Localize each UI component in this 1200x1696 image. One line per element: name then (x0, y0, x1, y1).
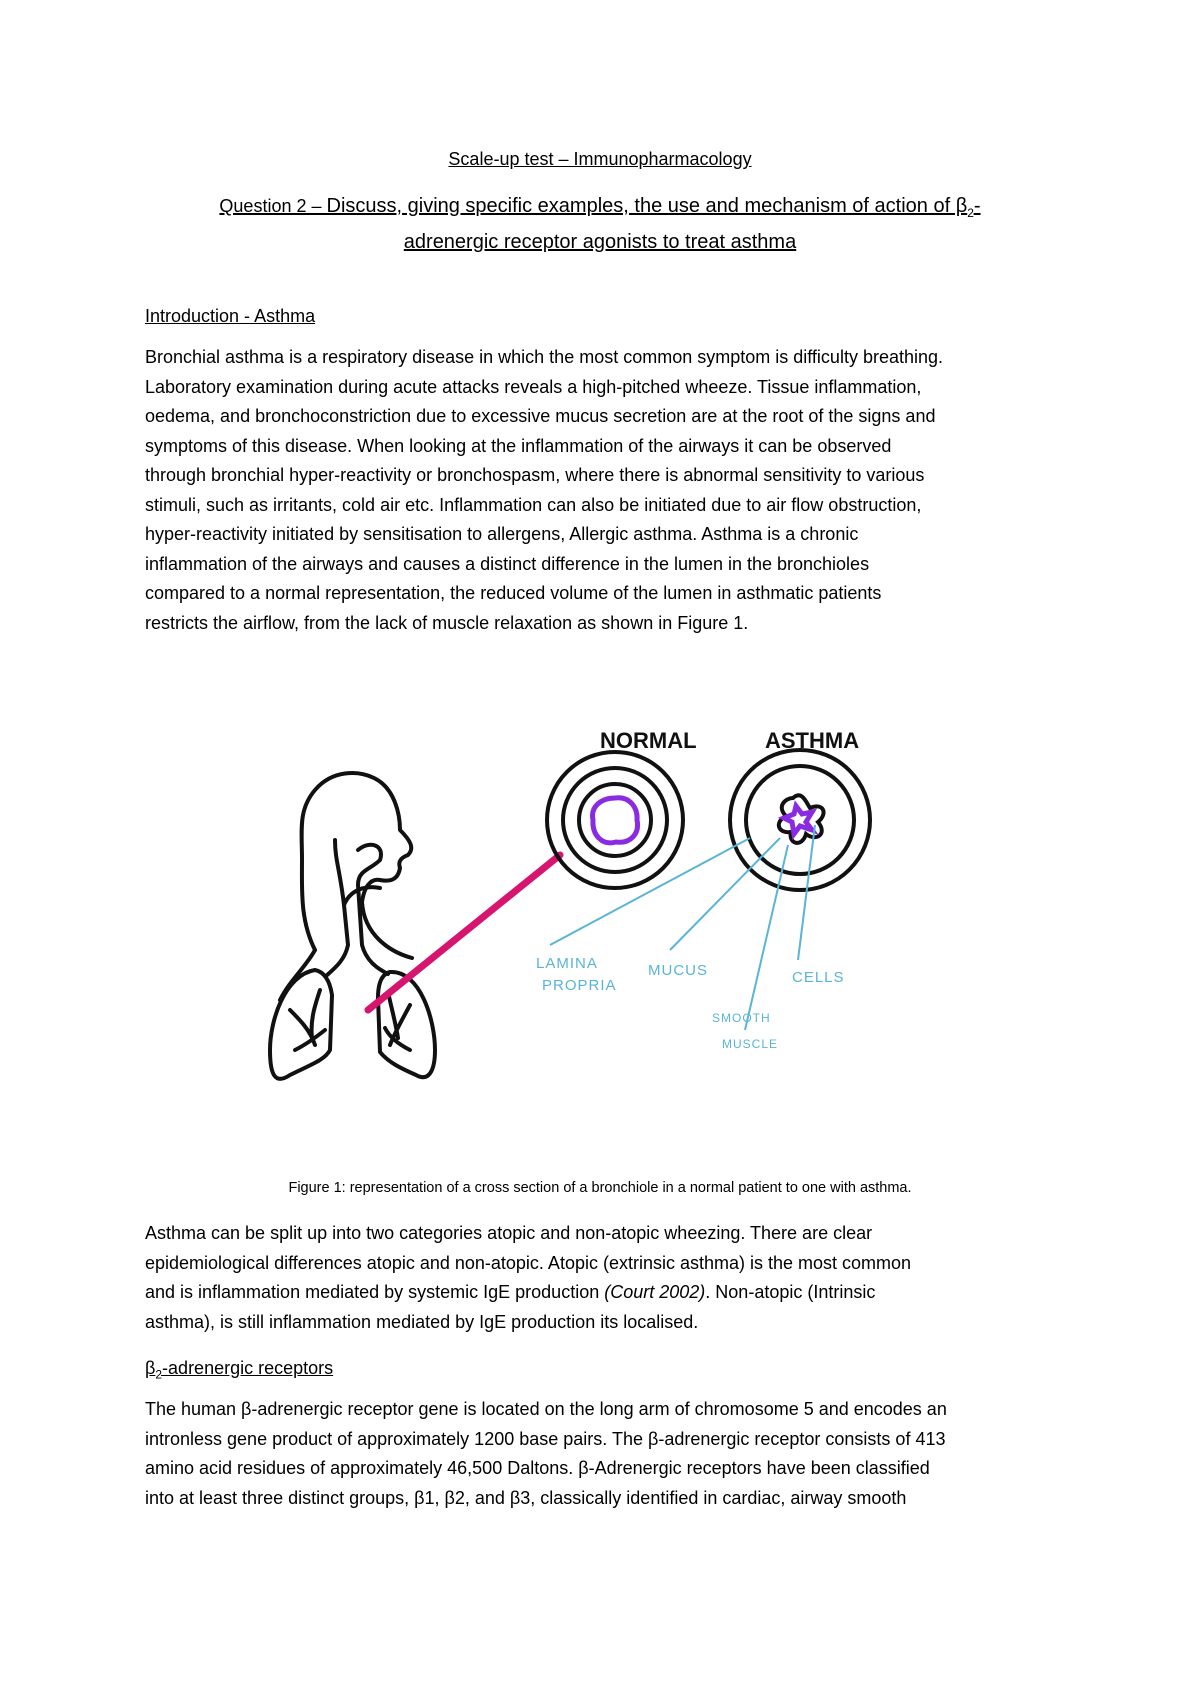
intro-line: hyper-reactivity initiated by sensitisation to allergens, Allergic asthma. Asthma is a chronic (145, 524, 859, 544)
intro-line: compared to a normal representation, the reduced volume of the lumen in asthmatic patients (145, 583, 882, 603)
citation: (Court 2002) (604, 1282, 706, 1302)
beta-line: intronless gene product of approximately 1200 base pairs. The β-adrenergic receptor consists of 413 (145, 1428, 946, 1449)
intro-line: through bronchial hyper-reactivity or bronchospasm, where there is abnormal sensitivity to various (145, 465, 925, 485)
beta-line: into at least three distinct groups, β1, β2, and β3, classically identified in cardiac, airway smooth (145, 1487, 907, 1508)
label-lamina: LAMINA (536, 955, 598, 972)
bronchiole-diagram (240, 720, 960, 1120)
beta-line: amino acid residues of approximately 46,500 Daltons. β-Adrenergic receptors have been classified (145, 1458, 930, 1478)
question-subscript: 2 (967, 206, 974, 220)
beta-receptors-paragraph (145, 1395, 1075, 1513)
label-muscle: MUSCLE (722, 1037, 779, 1051)
label-normal: NORMAL (600, 728, 697, 753)
atopic-paragraph (145, 1219, 1075, 1337)
intro-line: oedema, and bronchoconstriction due to excessive mucus secretion are at the root of the signs and (145, 406, 936, 426)
beta-heading-pre: β (145, 1358, 156, 1378)
atopic-line: Asthma can be split up into two categories atopic and non-atopic wheezing. There are clear (145, 1223, 873, 1243)
figure-1-illustration (240, 720, 960, 1120)
beta-heading-sub: 2 (155, 1367, 163, 1382)
beta-heading-post: -adrenergic receptors (162, 1358, 334, 1378)
label-propria: PROPRIA (542, 977, 617, 994)
intro-paragraph (145, 343, 1075, 638)
atopic-line: epidemiological differences atopic and non-atopic. Atopic (extrinsic asthma) is the most common (145, 1252, 912, 1273)
figure-caption (0, 1180, 1200, 1196)
question-line2: adrenergic receptor agonists to treat asthma (403, 231, 797, 253)
intro-line: Laboratory examination during acute attacks reveals a high-pitched wheeze. Tissue inflammation, (145, 376, 922, 397)
question-line1: Discuss, giving specific examples, the use and mechanism of action of β (326, 195, 968, 217)
beta-receptors-heading (145, 1358, 333, 1382)
atopic-line3-pre: and is inflammation mediated by systemic IgE production (145, 1282, 605, 1302)
atopic-line3-post: . Non-atopic (Intrinsic (705, 1282, 876, 1302)
caption-label: Figure 1 (288, 1180, 342, 1196)
label-smooth: SMOOTH (712, 1011, 771, 1025)
normal-bronchiole-cross-section (547, 752, 683, 888)
intro-line: restricts the airflow, from the lack of muscle relaxation as shown in Figure 1. (145, 612, 749, 633)
intro-line: stimuli, such as irritants, cold air etc. Inflammation can also be initiated due to air flow obstruction, (145, 494, 922, 515)
question-heading (0, 192, 1200, 257)
intro-line: Bronchial asthma is a respiratory disease in which the most common symptom is difficulty breathing. (145, 347, 944, 367)
label-asthma: ASTHMA (765, 728, 860, 753)
label-cells: CELLS (792, 969, 845, 986)
intro-heading: Introduction - Asthma (145, 306, 316, 326)
asthma-bronchiole-cross-section (730, 750, 870, 890)
question-line1-end: - (973, 195, 981, 217)
label-leader-lines (550, 825, 815, 1030)
atopic-line: asthma), is still inflammation mediated by IgE production its localised. (145, 1311, 699, 1332)
intro-line: symptoms of this disease. When looking at the inflammation of the airways it can be observed (145, 435, 892, 456)
caption-text: : representation of a cross section of a bronchiole in a normal patient to one with asthma. (341, 1180, 912, 1196)
beta-line: The human β-adrenergic receptor gene is located on the long arm of chromosome 5 and encodes an (145, 1399, 947, 1419)
label-mucus: MUCUS (648, 962, 708, 979)
atopic-line-3 (145, 1278, 1075, 1308)
intro-line: inflammation of the airways and causes a distinct difference in the lumen in the bronchioles (145, 553, 870, 574)
human-silhouette-outline (280, 773, 412, 1000)
airway-outline (326, 840, 388, 976)
document-title: Scale-up test – Immunopharmacology (448, 149, 752, 169)
lungs-outline (270, 970, 435, 1079)
question-lead: Question 2 – (219, 196, 327, 216)
